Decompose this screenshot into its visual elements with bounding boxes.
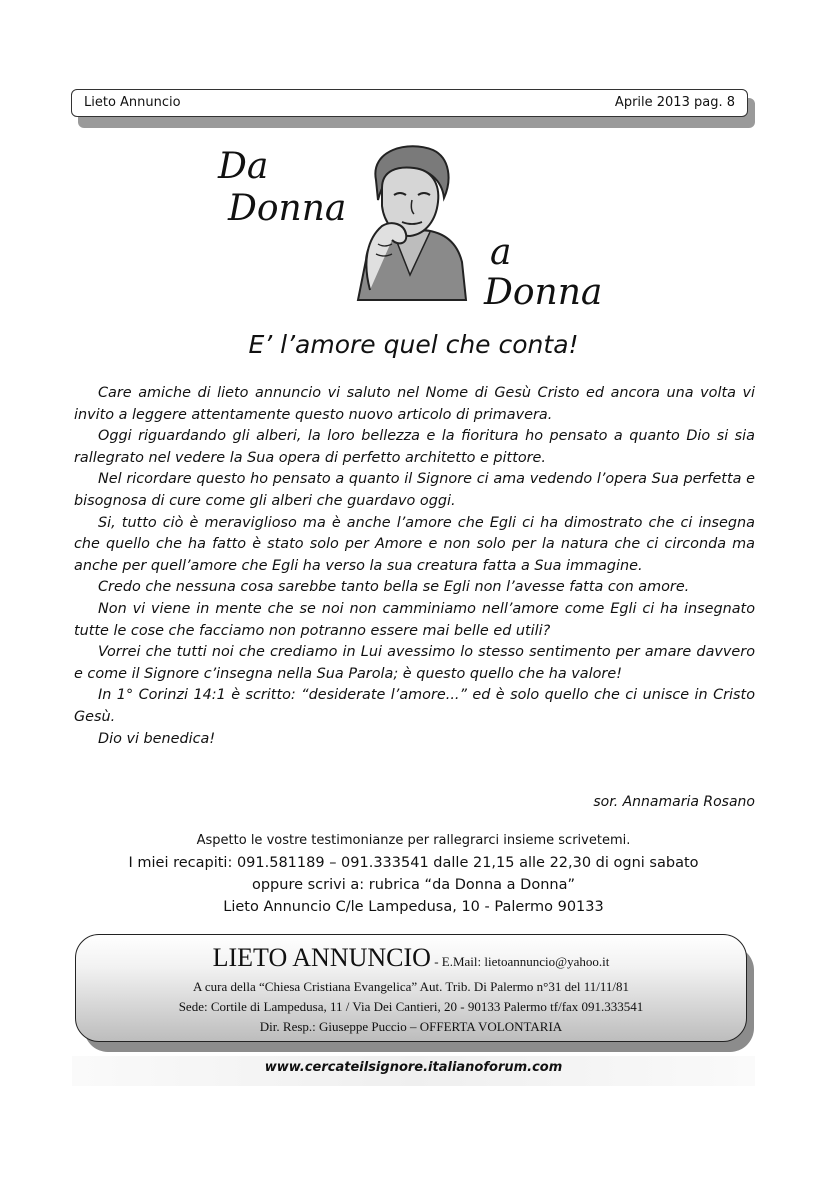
woman-portrait-illustration (348, 140, 478, 305)
publication-line: A cura della “Chiesa Cristiana Evangelica” Aut. Trib. Di Palermo n°31 del 11/11/81 (192, 979, 630, 994)
publication-line: Sede: Cortile di Lampedusa, 11 / Via Dei Cantieri, 20 - 90133 Palermo tf/fax 091.333541 (178, 999, 644, 1014)
title-word-donna-2: Donna (484, 272, 603, 313)
publication-title: LIETO ANNUNCIO (212, 943, 431, 972)
contact-info (0, 830, 827, 918)
title-word-donna-1: Donna (228, 188, 347, 229)
title-word-a: a (490, 232, 512, 273)
article-headline: E’ l’amore quel che conta! (248, 330, 579, 359)
publication-email: - E.Mail: lietoannuncio@yahoo.it (430, 954, 610, 969)
paragraph: Nel ricordare questo ho pensato a quanto il Signore ci ama vedendo l’opera Sua perfetta e bisognosa di cure come gli alberi che guardavo oggi. (74, 471, 755, 509)
contact-line: oppure scrivi a: rubrica “da Donna a Donna” (251, 877, 575, 893)
title-word-da: Da (218, 146, 269, 187)
contact-line: Lieto Annuncio C/le Lampedusa, 10 - Palermo 90133 (223, 899, 604, 915)
article-body (74, 383, 755, 750)
contact-line: I miei recapiti: 091.581189 – 091.333541 dalle 21,15 alle 22,30 di ogni sabato (128, 855, 699, 871)
paragraph: In 1° Corinzi 14:1 è scritto: “desiderate l’amore...” ed è solo quello che ci unisce in Cristo Gesù. (74, 687, 755, 725)
publication-name: Lieto Annuncio (84, 95, 181, 110)
paragraph: Dio vi benedica! (98, 730, 216, 747)
publication-line: Dir. Resp.: Giuseppe Puccio – OFFERTA VOLONTARIA (259, 1019, 563, 1034)
paragraph: Si, tutto ciò è meraviglioso ma è anche l’amore che Egli ci ha dimostrato che ci insegna che quello che ha fatto è stato solo per Amore e non solo per la natura che ci circonda ma anche per quell’amore che Egli ha verso la sua creatura fatta a Sua immagine. (74, 514, 755, 574)
paragraph: Non vi viene in mente che se noi non camminiamo nell’amore come Egli ci ha insegnato tutte le cose che facciamo non potranno essere mai belle ed utili? (74, 600, 755, 639)
author-signature: sor. Annamaria Rosano (593, 794, 755, 810)
publication-info-box (75, 934, 747, 1042)
paragraph: Care amiche di lieto annuncio vi saluto nel Nome di Gesù Cristo ed ancora una volta vi invito a leggere attentamente questo nuovo articolo di primavera. (74, 385, 755, 423)
contact-line: Aspetto le vostre testimonianze per rallegrarci insieme scrivetemi. (196, 833, 631, 848)
paragraph: Credo che nessuna cosa sarebbe tanto bella se Egli non l’avesse fatta con amore. (98, 579, 690, 596)
issue-date-page: Aprile 2013 pag. 8 (614, 95, 735, 110)
paragraph: Oggi riguardando gli alberi, la loro bellezza e la fioritura ho pensato a quanto Dio si sia rallegrato nel vedere la Sua opera di perfetto architetto e pittore. (74, 428, 755, 466)
page-header (71, 89, 748, 117)
publication-masthead (76, 943, 746, 977)
website-url[interactable]: www.cercateilsignore.italianoforum.com (264, 1060, 563, 1075)
paragraph: Vorrei che tutti noi che crediamo in Lui avessimo lo stesso sentimento per amare davvero e come il Signore c’insegna nella Sua Parola; è questo quello che ha valore! (74, 644, 755, 682)
